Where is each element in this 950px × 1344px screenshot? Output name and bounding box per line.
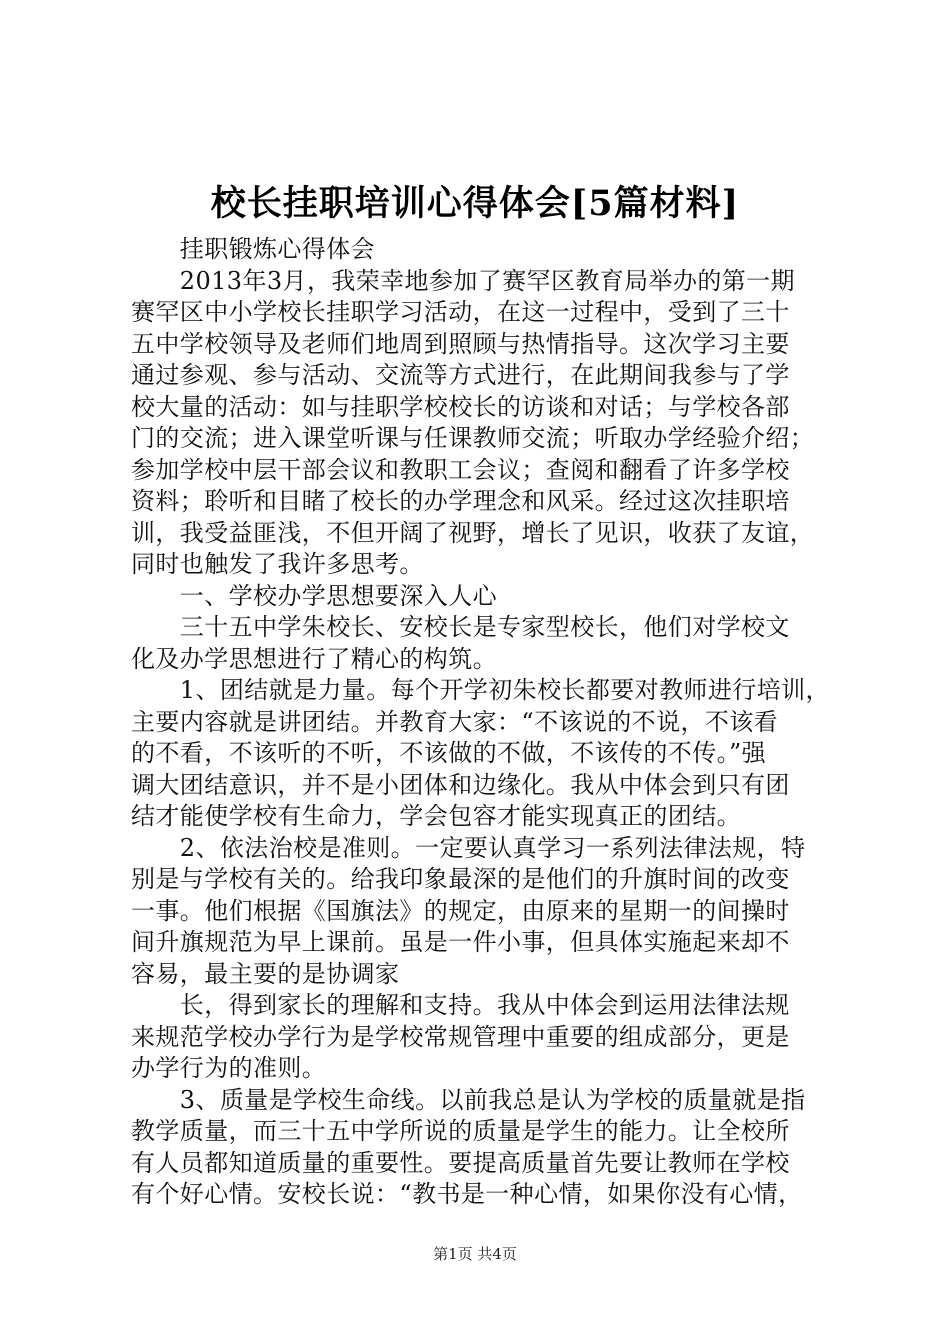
body-line: 调大团结意识，并不是小团体和边缘化。我从中体会到只有团 <box>131 770 790 799</box>
body-line: 训，我受益匪浅，不但开阔了视野，增长了见识，收获了友谊， <box>131 518 815 547</box>
body-line: 1、团结就是力量。每个开学初朱校长都要对教师进行培训， <box>131 676 830 704</box>
body-line: 的不看，不该听的不听，不该做的不做，不该传的不传。”强 <box>131 739 767 767</box>
document-body <box>131 234 831 1211</box>
body-line: 资料；聆听和目睹了校长的办学理念和风采。经过这次挂职培 <box>131 487 790 515</box>
body-line: 通过参观、参与活动、交流等方式进行，在此期间我参与了学 <box>131 361 790 389</box>
body-line: 长，得到家长的理解和支持。我从中体会到运用法律法规 <box>131 991 790 1019</box>
body-line: 挂职锻炼心得体会 <box>131 235 375 263</box>
body-line: 2、依法治校是准则。一定要认真学习一系列法律法规，特 <box>131 833 806 862</box>
body-line: 结才能使学校有生命力，学会包容才能实现真正的团结。 <box>131 802 741 830</box>
body-line: 3、质量是学校生命线。以前我总是认为学校的质量就是指 <box>131 1085 806 1114</box>
body-line: 有人员都知道质量的重要性。要提高质量首先要让教师在学校 <box>131 1148 790 1177</box>
body-line: 教学质量，而三十五中学所说的质量是学生的能力。让全校所 <box>131 1117 790 1145</box>
body-line: 赛罕区中小学校长挂职学习活动，在这一过程中，受到了三十 <box>131 298 790 326</box>
section-heading: 一、学校办学思想要深入人心 <box>131 581 497 610</box>
body-line: 主要内容就是讲团结。并教育大家：“不该说的不说，不该看 <box>131 707 779 736</box>
body-line: 化及办学思想进行了精心的构筑。 <box>131 644 497 673</box>
body-line: 容易，最主要的是协调家 <box>131 959 400 988</box>
body-line: 办学行为的准则。 <box>131 1054 327 1082</box>
body-line: 门的交流；进入课堂听课与任课教师交流；听取办学经验介绍； <box>131 424 815 452</box>
page-number-footer: 第1页 共4页 <box>433 1245 517 1263</box>
body-line: 五中学校领导及老师们地周到照顾与热情指导。这次学习主要 <box>131 329 790 358</box>
body-line: 2013年3月，我荣幸地参加了赛罕区教育局举办的第一期 <box>131 266 795 295</box>
body-line: 有个好心情。安校长说：“教书是一种心情，如果你没有心情， <box>131 1180 803 1208</box>
body-line: 一事。他们根据《国旗法》的规定，由原来的星期一的间操时 <box>131 896 790 925</box>
body-line: 来规范学校办学行为是学校常规管理中重要的组成部分，更是 <box>131 1022 790 1051</box>
body-line: 间升旗规范为早上课前。虽是一件小事，但具体实施起来却不 <box>131 928 790 956</box>
body-line: 同时也触发了我许多思考。 <box>131 550 424 578</box>
body-line: 参加学校中层干部会议和教职工会议；查阅和翻看了许多学校 <box>131 455 790 484</box>
body-line: 别是与学校有关的。给我印象最深的是他们的升旗时间的改变 <box>131 865 790 893</box>
document-title: 校长挂职培训心得体会[5篇材料] <box>210 183 740 224</box>
body-line: 校大量的活动：如与挂职学校校长的访谈和对话；与学校各部 <box>131 392 790 421</box>
body-line: 三十五中学朱校长、安校长是专家型校长，他们对学校文 <box>131 613 790 641</box>
